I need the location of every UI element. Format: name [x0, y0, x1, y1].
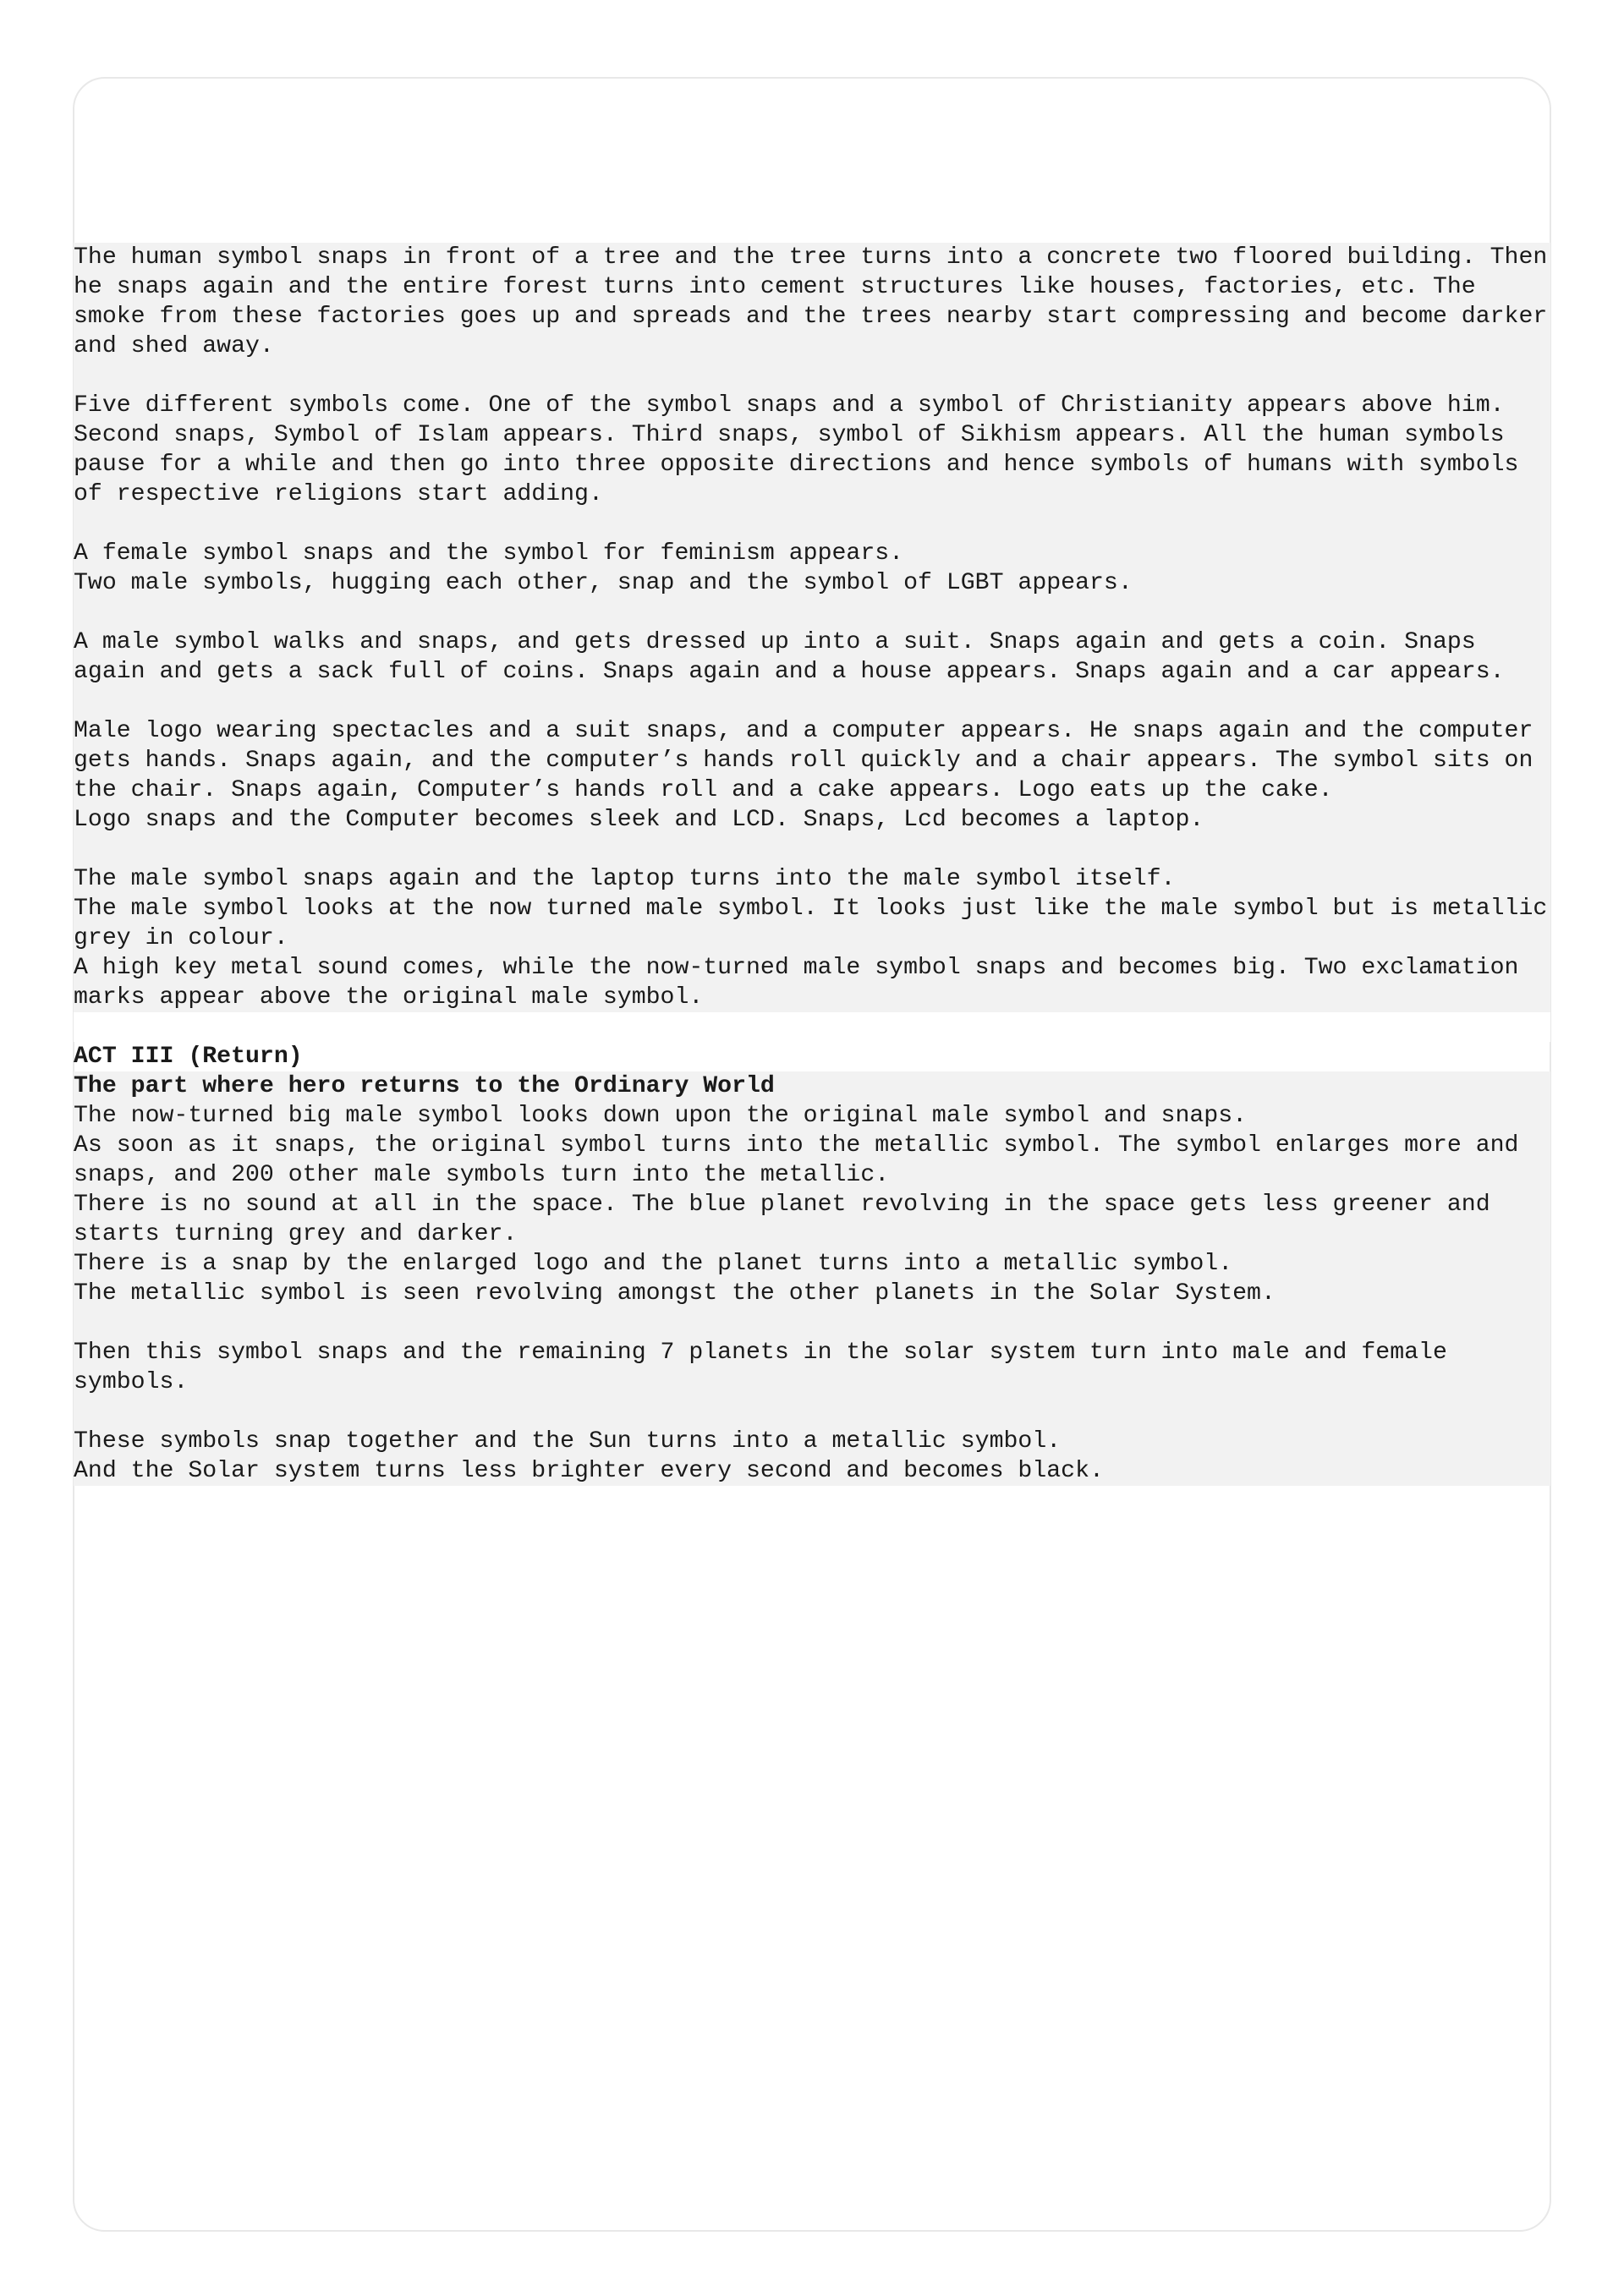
paragraph: A female symbol snaps and the symbol for feminism appears. Two male symbols, hugging each other, snap and the symbol of LGBT appears. — [74, 540, 1133, 596]
shaded-block-act-two — [74, 243, 1562, 1012]
paragraph: Then this symbol snaps and the remaining 7 planets in the solar system turn into male and female symbols. — [74, 1340, 1462, 1395]
paragraph: The human symbol snaps in front of a tree and the tree turns into a concrete two floored building. Then he snaps again and the entire forest turns into cement structures like houses, factories, etc. The smoke from these factories goes up and spreads and the trees nearby start compressing and become darker and shed away. — [74, 244, 1562, 359]
shaded-block-act-three — [74, 1071, 1550, 1486]
paragraph: The now-turned big male symbol looks down upon the original male symbol and snaps. As soon as it snaps, the original symbol turns into the metallic symbol. The symbol enlarges more and snaps, and 200 other male symbols turn into the metallic. There is no sound at all in the space. The blue planet revolving in the space gets less greener and starts turning grey and darker. There is a snap by the enlarged logo and the planet turns into a metallic symbol. The metallic symbol is seen revolving amongst the other planets in the Solar System. — [74, 1103, 1519, 1307]
paragraph: A male symbol walks and snaps, and gets dressed up into a suit. Snaps again and gets a coin. Snaps again and gets a sack full of coins. Snaps again and a house appears. Snaps again and a car appears. — [74, 629, 1505, 685]
paragraph: The male symbol snaps again and the laptop turns into the male symbol itself. The male symbol looks at the now turned male symbol. It looks just like the male symbol but is metallic grey in colour. A high key metal sound comes, while the now-turned male symbol snaps and becomes big. Two exclamation marks appear above the original male symbol. — [74, 866, 1548, 1011]
script-document — [74, 243, 1562, 1486]
act-heading: ACT III (Return) — [74, 1044, 303, 1070]
paragraph: Five different symbols come. One of the symbol snaps and a symbol of Christianity appears above him. Second snaps, Symbol of Islam appears. Third snaps, symbol of Sikhism appears. All the human symbols pause for a while and then go into three opposite directions and hence symbols of humans with symbols of respective religions start adding. — [74, 392, 1533, 507]
paragraph: These symbols snap together and the Sun turns into a metallic symbol. And the Solar system turns less brighter every second and becomes black. — [74, 1428, 1104, 1484]
paragraph: Male logo wearing spectacles and a suit snaps, and a computer appears. He snaps again and the computer gets hands. Snaps again, and the computer’s hands roll quickly and a chair appears. The symbol sits on the chair. Snaps again, Computer’s hands roll and a cake appears. Logo eats up the cake. Logo snaps and the Computer becomes sleek and LCD. Snaps, Lcd becomes a laptop. — [74, 718, 1533, 833]
act-subheading: The part where hero returns to the Ordinary World — [74, 1073, 775, 1099]
